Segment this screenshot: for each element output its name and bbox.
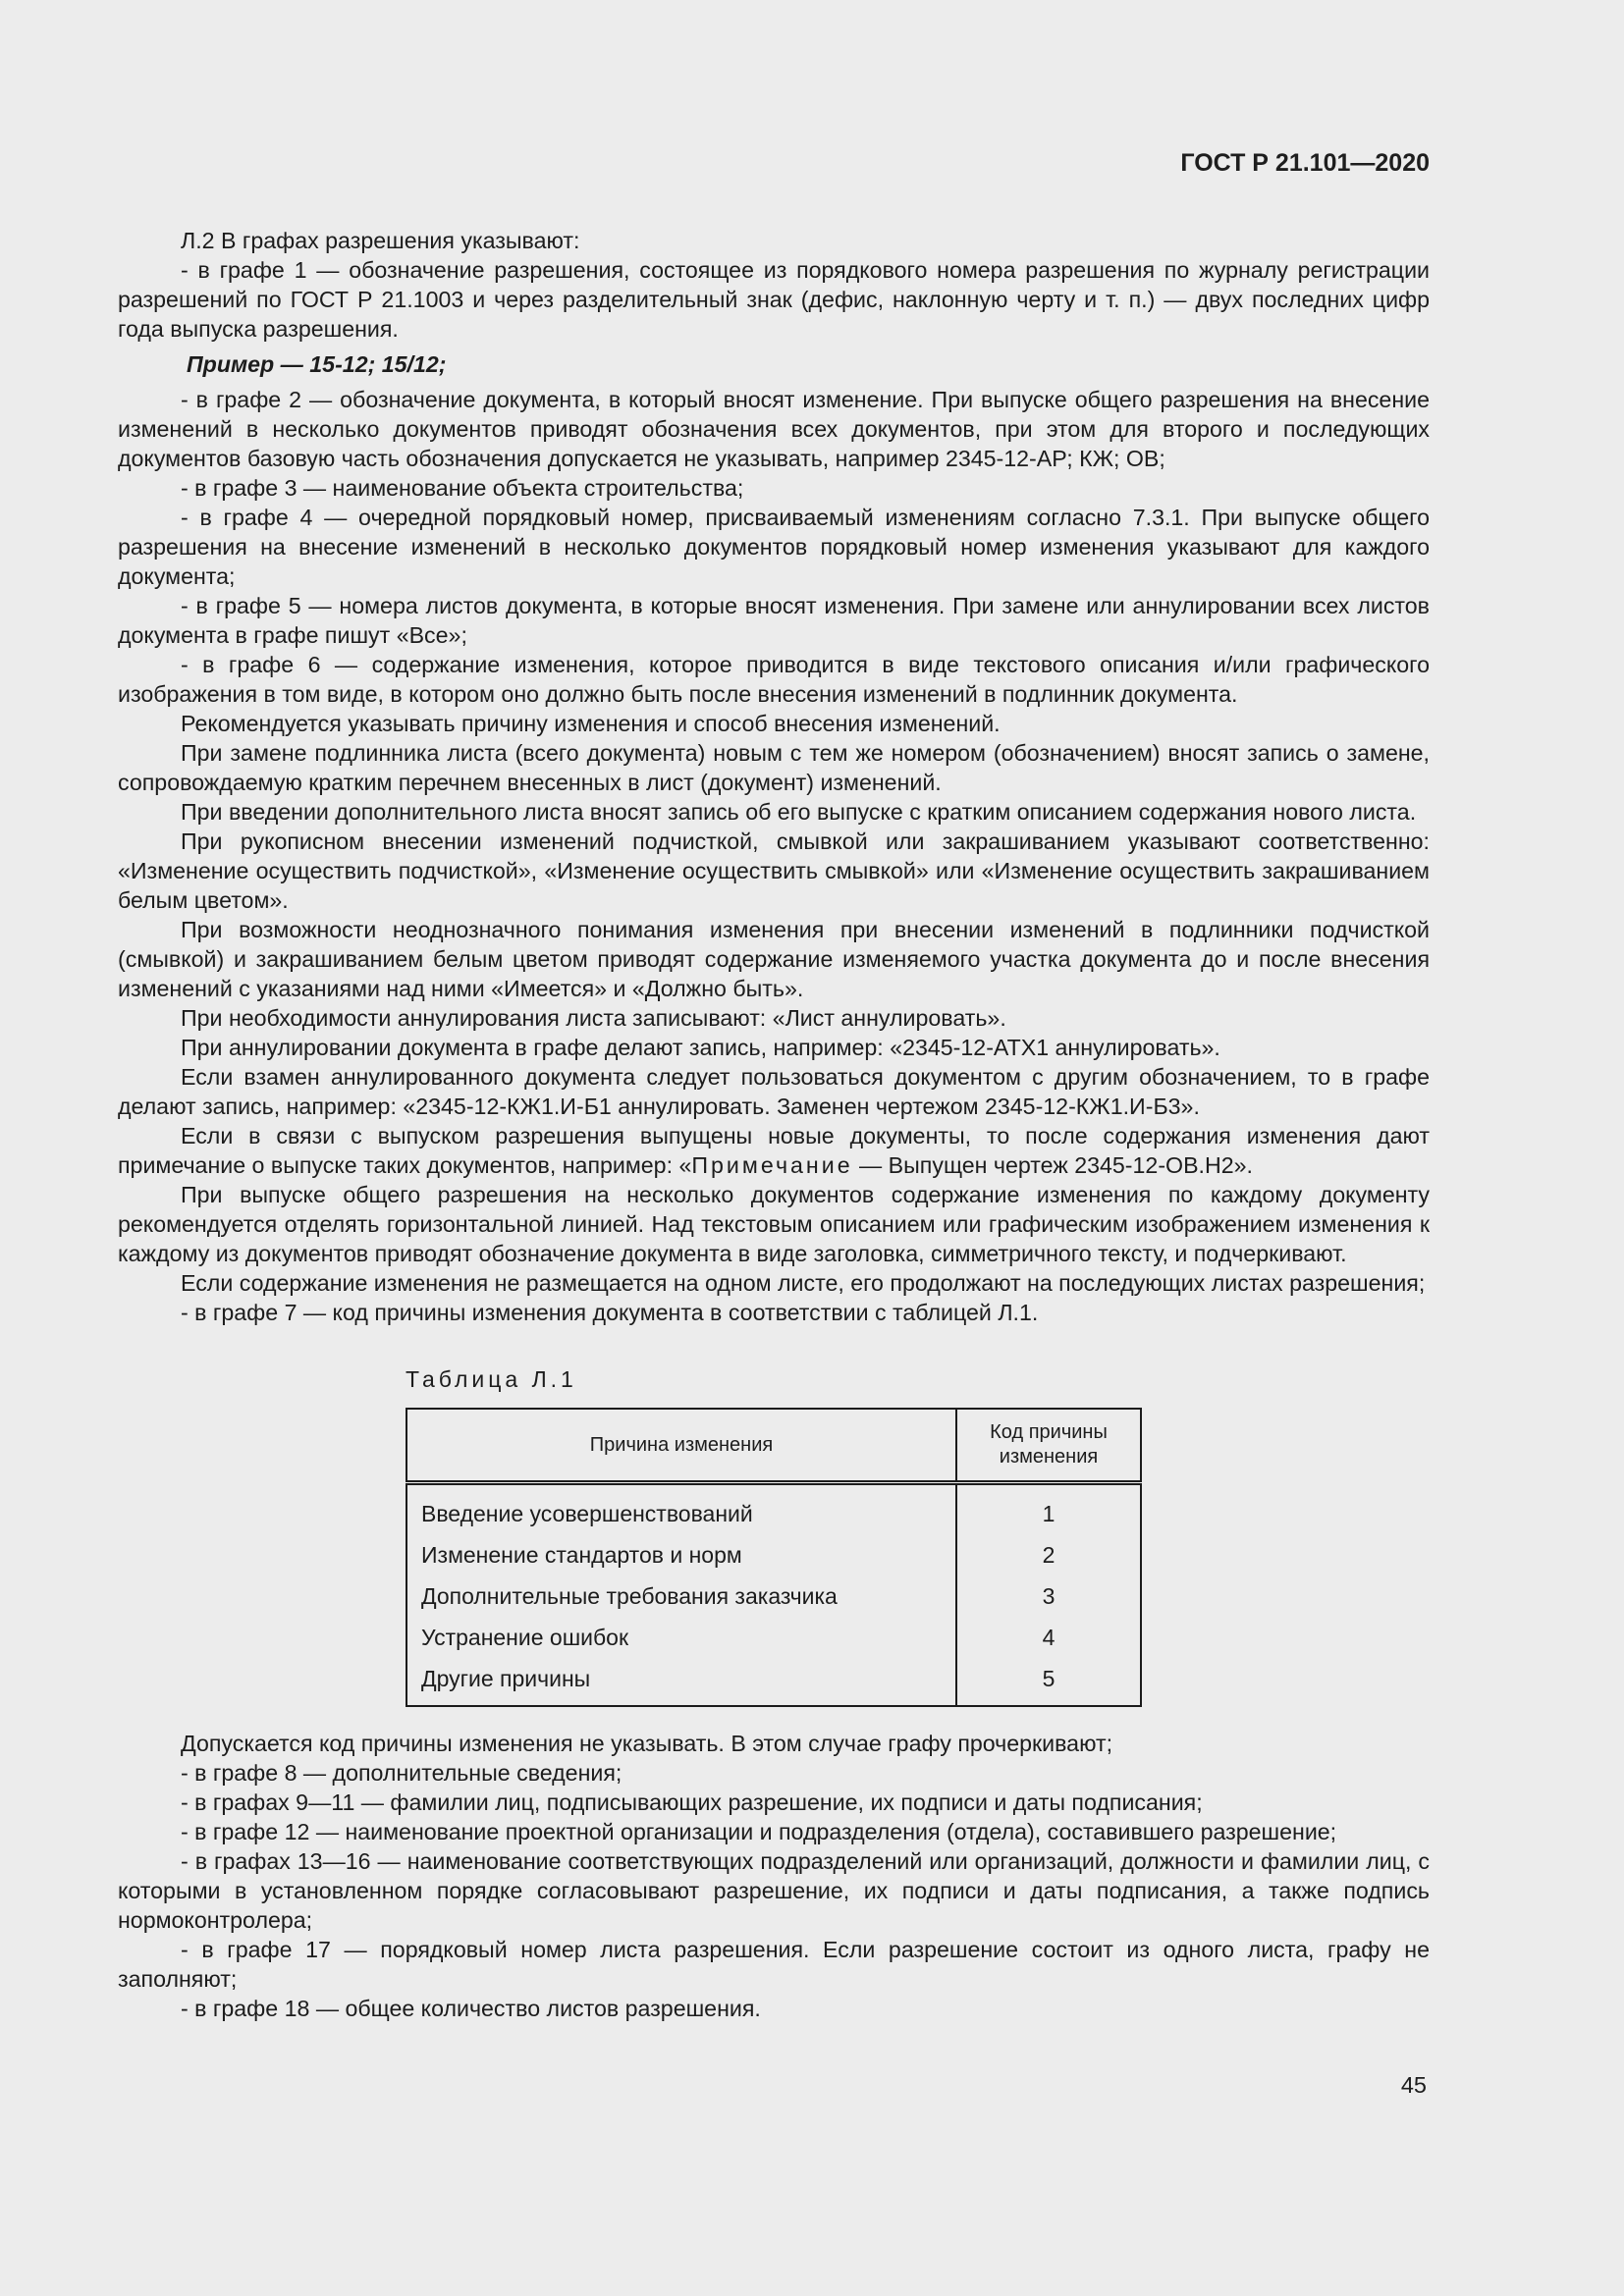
code-cell: 4	[956, 1617, 1141, 1658]
example-text: Пример — 15-12; 15/12;	[187, 351, 447, 377]
paragraph: Допускается код причины изменения не указывать. В этом случае графу прочеркивают;	[181, 1731, 1113, 1756]
paragraph: - в графе 6 — содержание изменения, которое приводится в виде текстового описания и/или графического изображения в том виде, в котором оно должно быть после внесения изменений в подлинник документа.	[118, 652, 1430, 707]
paragraph: - в графе 12 — наименование проектной организации и подразделения (отдела), составившего разрешение;	[181, 1819, 1337, 1844]
paragraph: При рукописном внесении изменений подчисткой, смывкой или закрашиванием указывают соответственно: «Изменение осуществить подчисткой», «Изменение осуществить смывкой» или «Изменение осуществить закрашиванием белым цветом».	[118, 828, 1430, 913]
table-caption: Таблица Л.1	[406, 1366, 577, 1392]
reason-cell: Введение усовершенствований	[421, 1501, 753, 1526]
paragraph: Рекомендуется указывать причину изменения и способ внесения изменений.	[181, 711, 1001, 736]
reason-cell: Устранение ошибок	[421, 1625, 629, 1650]
table-header-row	[406, 1409, 1141, 1483]
paragraph: - в графе 1 — обозначение разрешения, состоящее из порядкового номера разрешения по журналу регистрации разрешений по ГОСТ Р 21.1003 и через разделительный знак (дефис, наклонную черту и т. п.) — двух последних цифр года выпуска разрешения.	[118, 257, 1430, 342]
note-paragraph	[118, 1121, 1430, 1180]
page-number: 45	[1400, 2072, 1427, 2098]
table-row	[406, 1575, 1141, 1617]
paragraph: При необходимости аннулирования листа записывают: «Лист аннулировать».	[181, 1005, 1006, 1031]
paragraph: - в графе 5 — номера листов документа, в которые вносят изменения. При замене или аннулировании всех листов документа в графе пишут «Все»;	[118, 593, 1430, 648]
paragraph: - в графе 4 — очередной порядковый номер, присваиваемый изменениям согласно 7.3.1. При выпуске общего разрешения на внесение изменений в несколько документов порядковый номер изменения указывают для каждого документа;	[118, 505, 1430, 589]
table-row	[406, 1658, 1141, 1706]
reason-cell: Изменение стандартов и норм	[421, 1542, 742, 1568]
code-cell: 3	[956, 1575, 1141, 1617]
paragraph: - в графе 8 — дополнительные сведения;	[181, 1760, 623, 1786]
code-cell: 5	[956, 1658, 1141, 1706]
note-text-before: Если в связи с выпуском разрешения выпущены новые документы, то после содержания изменения дают примечание о выпуске таких документов, например: «	[118, 1123, 1430, 1178]
paragraph: Если взамен аннулированного документа следует пользоваться документом с другим обозначением, то в графе делают запись, например: «2345-12-КЖ1.И-Б1 аннулировать. Заменен чертежом 2345-12-КЖ1.И-Б3».	[118, 1064, 1430, 1119]
paragraph: При выпуске общего разрешения на несколько документов содержание изменения по каждому документу рекомендуется отделять горизонтальной линией. Над текстовым описанием или графическим изображением изменения к каждому из документов приводят обозначение документа в виде заголовка, симметричного тексту, и подчеркивают.	[118, 1182, 1430, 1266]
after-table-section	[118, 1729, 1430, 2023]
paragraph: - в графе 18 — общее количество листов разрешения.	[181, 1996, 761, 2021]
paragraph: При аннулировании документа в графе делают запись, например: «2345-12-АТХ1 аннулировать».	[181, 1035, 1220, 1060]
note-text-after: — Выпущен чертеж 2345-12-ОВ.Н2».	[852, 1152, 1253, 1178]
code-cell: 2	[956, 1534, 1141, 1575]
paragraph: - в графах 13—16 — наименование соответствующих подразделений или организаций, должности и фамилии лиц, с которыми в установленном порядке согласовывают разрешение, их подписи и даты подписания, а также подпись нормоконтролера;	[118, 1848, 1430, 1933]
paragraph: При введении дополнительного листа вносят запись об его выпуске с кратким описанием содержания нового листа.	[181, 799, 1417, 825]
paragraph: При замене подлинника листа (всего документа) новым с тем же номером (обозначением) вносят запись о замене, сопровождаемую кратким перечнем внесенных в лист (документ) изменений.	[118, 740, 1430, 795]
paragraph: - в графах 9—11 — фамилии лиц, подписывающих разрешение, их подписи и даты подписания;	[181, 1789, 1203, 1815]
table-row	[406, 1483, 1141, 1535]
document-body	[118, 226, 1430, 2023]
paragraph: Если содержание изменения не размещается на одном листе, его продолжают на последующих листах разрешения;	[181, 1270, 1426, 1296]
reasons-table	[406, 1408, 1142, 1707]
reason-cell: Другие причины	[421, 1666, 591, 1691]
paragraph: - в графе 2 — обозначение документа, в который вносят изменение. При выпуске общего разрешения на внесение изменений в несколько документов приводят обозначения всех документов, при этом для второго и последующих документов базовую часть обозначения допускается не указывать, например 2345-12-АР; КЖ; ОВ;	[118, 387, 1430, 471]
reason-cell: Дополнительные требования заказчика	[421, 1583, 838, 1609]
paragraph: Л.2 В графах разрешения указывают:	[181, 228, 580, 253]
paragraph: - в графе 17 — порядковый номер листа разрешения. Если разрешение состоит из одного листа, графу не заполняют;	[118, 1937, 1430, 1992]
column-header-code: Код причины изменения	[956, 1409, 1141, 1483]
note-label: Примечание	[691, 1152, 853, 1178]
paragraph: - в графе 7 — код причины изменения документа в соответствии с таблицей Л.1.	[181, 1300, 1039, 1325]
paragraph: - в графе 3 — наименование объекта строительства;	[181, 475, 744, 501]
code-cell: 1	[956, 1483, 1141, 1535]
standard-header: ГОСТ Р 21.101—2020	[1180, 149, 1430, 177]
table-row	[406, 1617, 1141, 1658]
table-row	[406, 1534, 1141, 1575]
paragraph: При возможности неоднозначного понимания изменения при внесении изменений в подлинники подчисткой (смывкой) и закрашиванием белым цветом приводят содержание изменяемого участка документа до и после внесения изменений с указаниями над ними «Имеется» и «Должно быть».	[118, 917, 1430, 1001]
column-header-reason: Причина изменения	[406, 1409, 956, 1483]
